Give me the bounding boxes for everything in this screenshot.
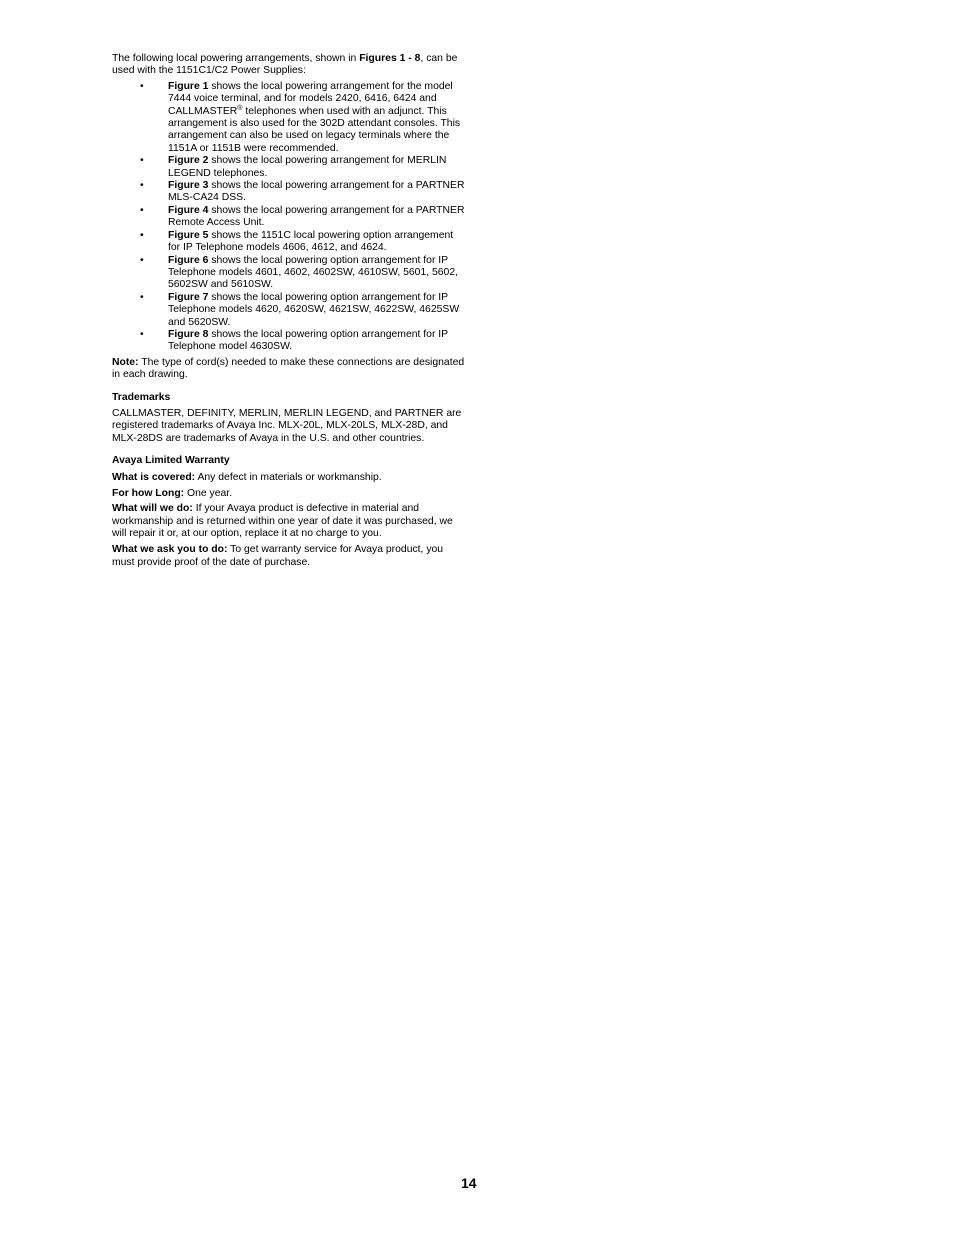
list-item-figure-8 (112, 329, 466, 354)
bullet-icon: • (140, 254, 144, 266)
note-label: Note: (112, 356, 139, 368)
warranty-label: What will we do: (112, 503, 193, 515)
figure-label: Figure 1 (168, 80, 209, 92)
warranty-covered (112, 472, 466, 484)
list-item-figure-7 (112, 292, 466, 329)
warranty-text: To get warranty service for Avaya product, you must provide proof of the date of purchase. (112, 544, 444, 568)
figure-label: Figure 3 (168, 180, 209, 192)
figure-description: shows the local powering arrangement for a PARTNER MLS-CA24 DSS. (168, 180, 465, 204)
document-column (112, 53, 466, 572)
note-text: The type of cord(s) needed to make these connections are designated in each drawing. (112, 356, 465, 381)
figure-description: shows the local powering option arrangement for IP Telephone model 4630SW. (168, 328, 448, 353)
warranty-text: One year. (184, 487, 233, 499)
warranty-text: If your Avaya product is defective in material and workmanship and is returned within one year of date it was purchased, we will repair it or, at our option, replace it at no charge to you. (112, 503, 453, 540)
intro-text: The following local powering arrangements, shown in (112, 53, 360, 64)
warranty-requirement (112, 544, 466, 569)
figure-description: shows the local powering option arrangement for IP Telephone models 4601, 4602, 4602SW, 4610SW, 5601, 5602, 5602SW and 5610SW. (168, 254, 458, 291)
bullet-icon: • (140, 80, 144, 92)
intro-text-end: , can be used with the 1151C1/C2 Power Supplies: (112, 53, 458, 77)
page-number: 14 (461, 1175, 477, 1191)
warranty-text: Any defect in materials or workmanship. (195, 471, 382, 483)
warranty-remedy (112, 503, 466, 540)
list-item-figure-6 (112, 255, 466, 292)
warranty-heading: Avaya Limited Warranty (112, 455, 230, 467)
warranty-label: For how Long: (112, 487, 185, 499)
bullet-icon: • (140, 155, 144, 167)
bullet-icon: • (140, 180, 144, 192)
figure-label: Figure 8 (168, 328, 209, 340)
bullet-icon: • (140, 229, 144, 241)
list-item-figure-2 (112, 155, 466, 180)
list-item-figure-3 (112, 180, 466, 205)
figure-description: shows the local powering arrangement for a PARTNER Remote Access Unit. (168, 204, 465, 229)
figure-description: shows the 1151C local powering option arrangement for IP Telephone models 4606, 4612, and 4624. (168, 229, 454, 254)
figure-list (112, 81, 466, 354)
registered-mark: ® (237, 104, 243, 112)
list-item-figure-5 (112, 230, 466, 255)
figure-label: Figure 5 (168, 229, 209, 241)
figure-description-cont: telephones when used with an adjunct. This arrangement is also used for the 302D attendant consoles. This arrangement can also be used on legacy terminals where the 1151A or 1151B were recommended. (168, 105, 461, 154)
figure-label: Figure 7 (168, 291, 209, 303)
intro-paragraph (112, 53, 466, 78)
bullet-icon: • (140, 204, 144, 216)
figure-label: Figure 4 (168, 204, 209, 216)
bullet-icon: • (140, 291, 144, 303)
bullet-icon: • (140, 328, 144, 340)
figure-description: shows the local powering arrangement for MERLIN LEGEND telephones. (168, 155, 447, 179)
figure-label: Figure 6 (168, 254, 209, 266)
figure-label: Figure 2 (168, 155, 209, 167)
note-paragraph (112, 357, 466, 382)
intro-figures-ref: Figures 1 - 8 (359, 53, 421, 64)
trademarks-heading: Trademarks (112, 391, 171, 403)
trademarks-text: CALLMASTER, DEFINITY, MERLIN, MERLIN LEGEND, and PARTNER are registered trademarks of Avaya Inc. MLX-20L, MLX-20LS, MLX-28D, and MLX-28DS are trademarks of Avaya in the U.S. and other countries. (112, 407, 462, 444)
warranty-duration (112, 488, 466, 500)
list-item-figure-4 (112, 205, 466, 230)
warranty-label: What is covered: (112, 471, 196, 483)
figure-description: shows the local powering arrangement for the model 7444 voice terminal, and for models 2420, 6416, 6424 and CALLMASTER (168, 80, 453, 117)
list-item-figure-1 (112, 81, 466, 155)
figure-description: shows the local powering option arrangement for IP Telephone models 4620, 4620SW, 4621SW, 4622SW, 4625SW and 5620SW. (168, 291, 460, 328)
warranty-label: What we ask you to do: (112, 544, 228, 556)
